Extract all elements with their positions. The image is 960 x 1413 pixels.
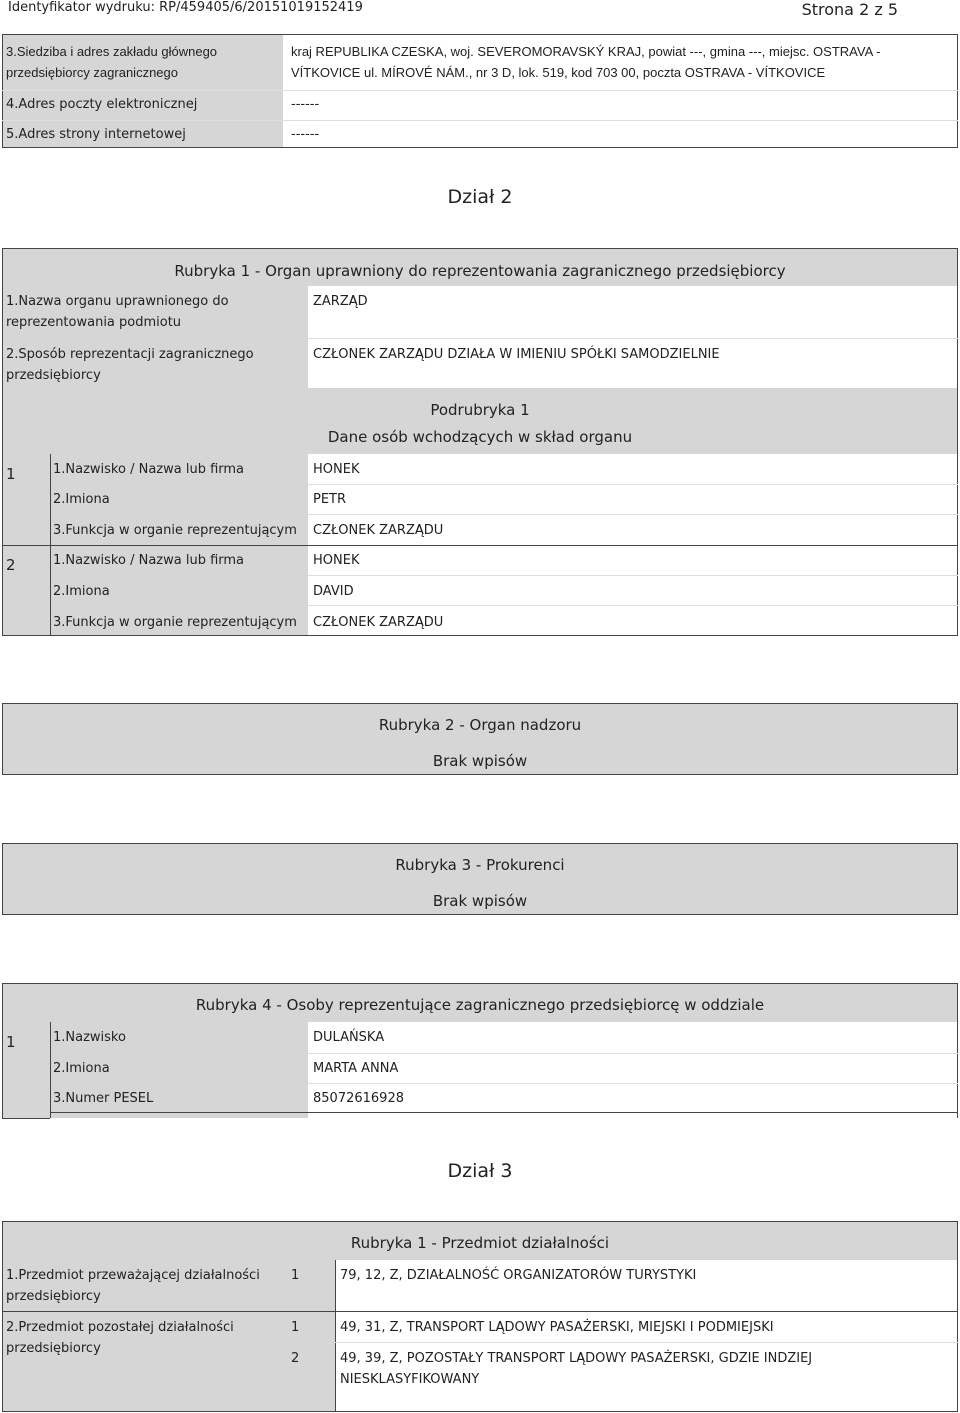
field-value: HONEK	[313, 462, 360, 477]
activity-value: 79, 12, Z, DZIAŁALNOŚĆ ORGANIZATORÓW TURYSTYKI	[340, 1268, 697, 1283]
dzial-3-title: Dział 3	[447, 1160, 513, 1182]
field-value: DULAŃSKA	[313, 1030, 385, 1045]
field-value: DAVID	[313, 584, 354, 599]
field-label: 3.Funkcja w organie reprezentującym	[53, 615, 297, 630]
activity-value: 49, 39, Z, POZOSTAŁY TRANSPORT LĄDOWY PASAŻERSKI, GDZIE INDZIEJ NIESKLASYFIKOWANY	[340, 1351, 813, 1387]
activity-number: 1	[291, 1320, 300, 1335]
dzial-2-title: Dział 2	[447, 186, 513, 208]
rubryka-3-title: Rubryka 3 - Prokurenci	[395, 856, 565, 874]
representation-label: 2.Sposób reprezentacji zagranicznego przedsiębiorcy	[6, 347, 254, 383]
main-activity-label: 1.Przedmiot przeważającej działalności przedsiębiorcy	[6, 1268, 260, 1304]
person-number: 1	[6, 1033, 16, 1051]
field-value: MARTA ANNA	[313, 1061, 399, 1076]
website-label: 5.Adres strony internetowej	[6, 127, 186, 142]
organ-name-value: ZARZĄD	[313, 294, 368, 309]
website-value: ------	[291, 127, 320, 142]
email-label: 4.Adres poczty elektronicznej	[6, 97, 198, 112]
rubryka-4-title: Rubryka 4 - Osoby reprezentujące zagranicznego przedsiębiorcę w oddziale	[195, 996, 765, 1014]
field-value: PETR	[313, 492, 347, 507]
field-label: 2.Imiona	[53, 584, 110, 599]
rubryka-2-empty: Brak wpisów	[432, 752, 528, 770]
field-label: 1.Nazwisko / Nazwa lub firma	[53, 462, 245, 477]
activity-value: 49, 31, Z, TRANSPORT LĄDOWY PASAŻERSKI, MIEJSKI I PODMIEJSKI	[340, 1320, 774, 1335]
field-value: 85072616928	[313, 1091, 404, 1106]
field-label: 1.Nazwisko	[53, 1030, 126, 1045]
activity-number: 1	[291, 1268, 300, 1283]
field-label: 3.Numer PESEL	[53, 1091, 154, 1106]
field-label: 2.Imiona	[53, 492, 110, 507]
field-label: 2.Imiona	[53, 1061, 110, 1076]
dzial-3-rubryka-1-title: Rubryka 1 - Przedmiot działalności	[350, 1234, 610, 1252]
field-value: CZŁONEK ZARZĄDU	[313, 615, 444, 630]
other-activity-label: 2.Przedmiot pozostałej działalności przedsiębiorcy	[6, 1320, 234, 1356]
print-identifier: Identyfikator wydruku: RP/459405/6/20151019152419	[8, 0, 363, 15]
rubryka-3-empty: Brak wpisów	[432, 892, 528, 910]
seat-value: kraj REPUBLIKA CZESKA, woj. SEVEROMORAVSKÝ KRAJ, powiat ---, gmina ---, miejsc. OSTRAVA - VÍTKOVICE ul. MÍROVÉ NÁM., nr 3 D, lok. 519, kod 703 00, poczta OSTRAVA - VÍTKOVICE	[291, 44, 881, 80]
page-number: Strona 2 z 5	[801, 0, 898, 19]
person-number: 1	[6, 465, 16, 483]
rubryka-1-title: Rubryka 1 - Organ uprawniony do reprezentowania zagranicznego przedsiębiorcy	[174, 262, 786, 280]
organ-name-label: 1.Nazwa organu uprawnionego do reprezentowania podmiotu	[6, 294, 229, 330]
email-value: ------	[291, 97, 320, 112]
field-label: 3.Funkcja w organie reprezentującym	[53, 523, 297, 538]
representation-value: CZŁONEK ZARZĄDU DZIAŁA W IMIENIU SPÓŁKI SAMODZIELNIE	[313, 347, 720, 362]
activity-number: 2	[291, 1351, 300, 1366]
podrubryka-1-subtitle: Dane osób wchodzących w skład organu	[327, 428, 633, 446]
seat-label: 3.Siedziba i adres zakładu głównego przedsiębiorcy zagranicznego	[6, 44, 218, 80]
field-value: HONEK	[313, 553, 360, 568]
podrubryka-1-title: Podrubryka 1	[430, 401, 530, 419]
field-label: 1.Nazwisko / Nazwa lub firma	[53, 553, 245, 568]
field-value: CZŁONEK ZARZĄDU	[313, 523, 444, 538]
person-number: 2	[6, 556, 16, 574]
rubryka-2-title: Rubryka 2 - Organ nadzoru	[378, 716, 582, 734]
